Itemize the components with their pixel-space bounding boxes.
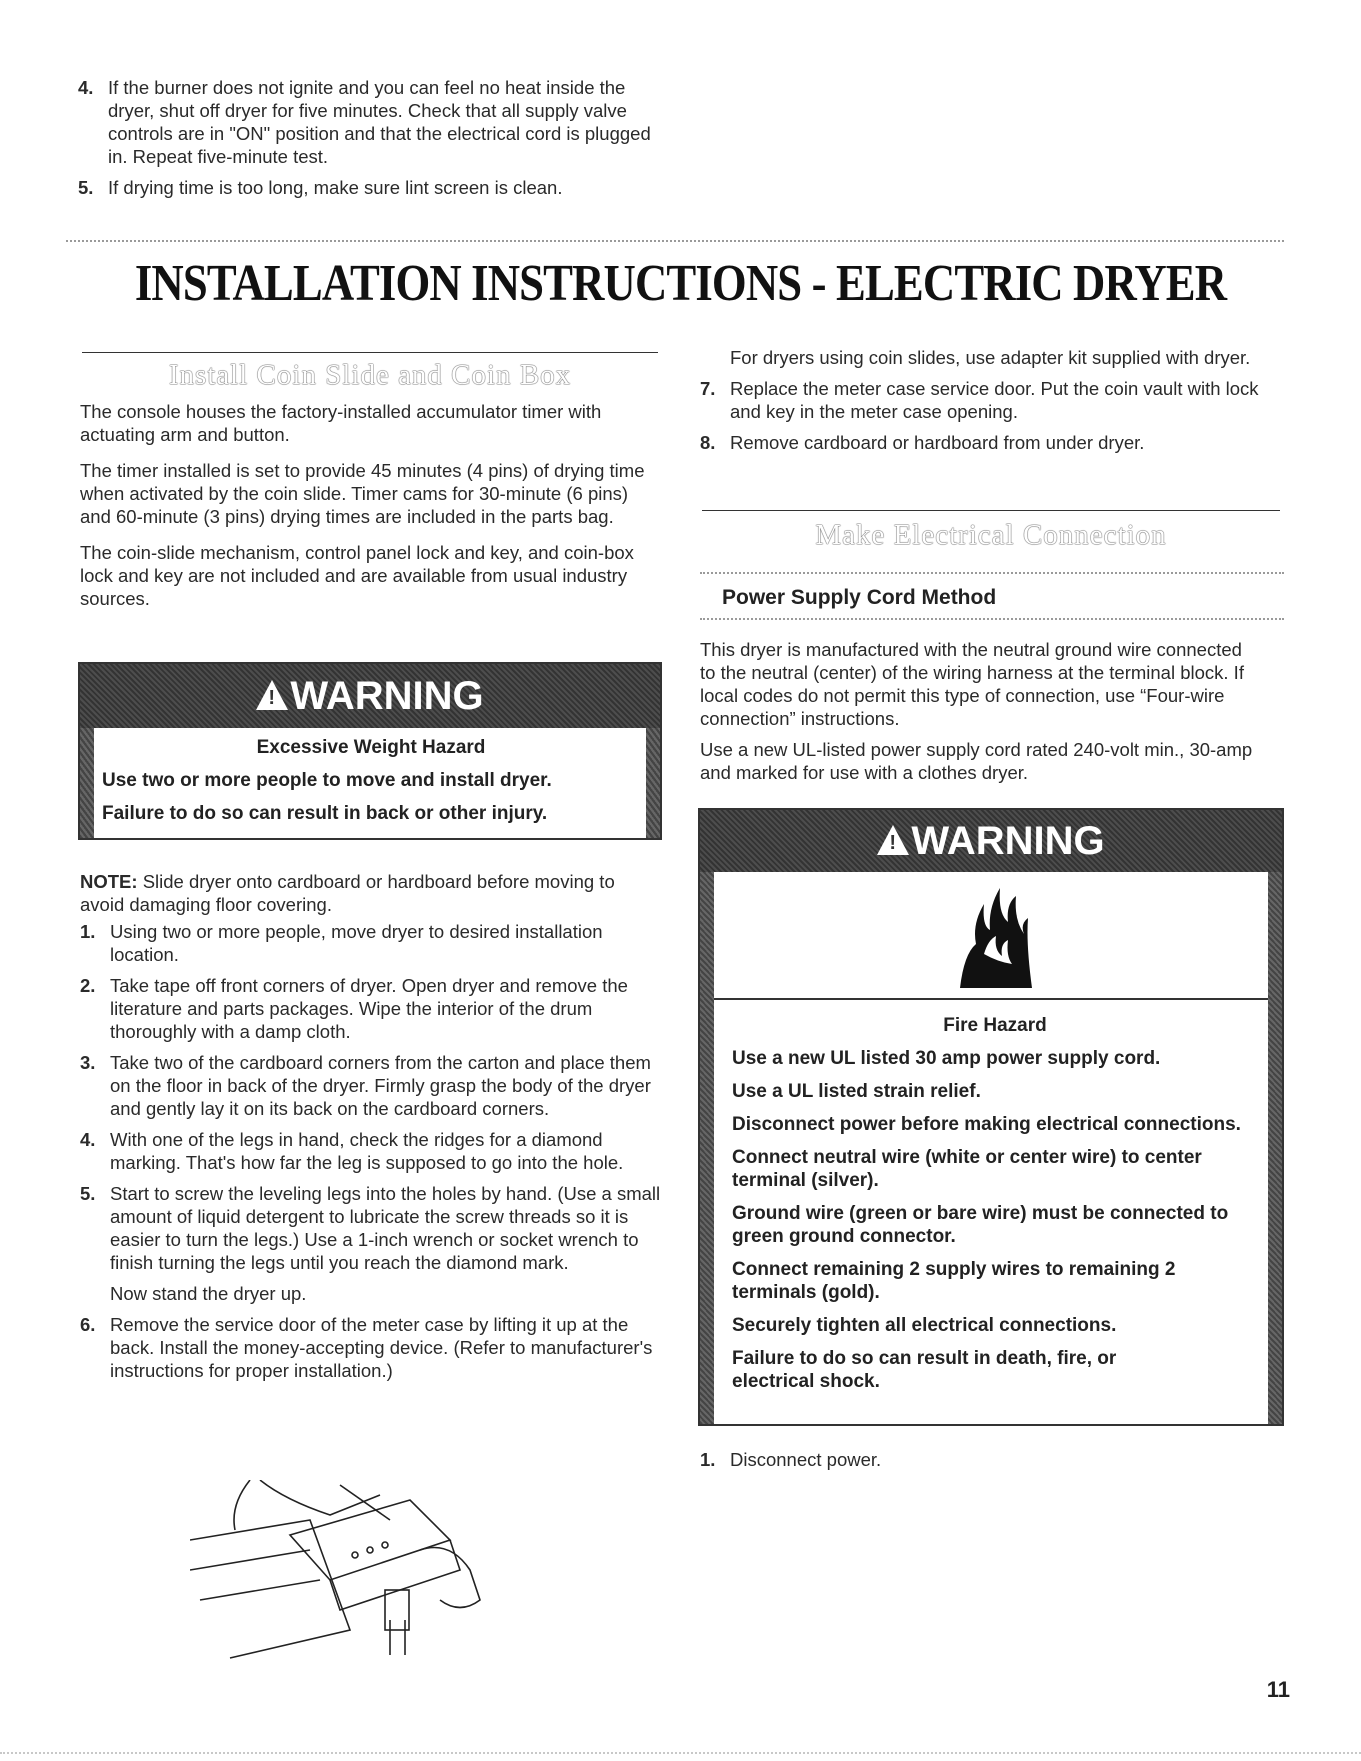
note-label: NOTE:	[80, 871, 138, 892]
list-item	[80, 974, 666, 1043]
note-text: Slide dryer onto cardboard or hardboard before moving to avoid damaging floor covering.	[80, 871, 615, 915]
top-divider	[66, 240, 1284, 242]
list-text: Start to screw the leveling legs into the holes by hand. (Use a small amount of liquid detergent to lubricate the screw threads so it is easier to turn the legs.) Use a 1-inch wrench or socket wrench to finish turning the legs until you reach the diamond mark.	[110, 1183, 661, 1273]
warning-line: Use a new UL listed 30 amp power supply cord.	[732, 1048, 1161, 1069]
list-item	[78, 76, 658, 168]
list-item	[78, 176, 658, 199]
warning-line: Securely tighten all electrical connections.	[732, 1315, 1117, 1336]
fire-icon-area	[714, 872, 1268, 1000]
section-title-electrical: Make Electrical Connection	[815, 519, 1167, 551]
warning-triangle-icon	[877, 825, 909, 855]
list-number: 7.	[700, 378, 716, 399]
subheading-power-cord: Power Supply Cord Method	[722, 586, 997, 609]
continued-text: For dryers using coin slides, use adapter kit supplied with dryer.	[730, 347, 1251, 368]
fire-icon	[954, 884, 1032, 988]
warning-line: Failure to do so can result in back or other injury.	[102, 803, 548, 824]
final-step	[700, 1448, 1260, 1479]
list-text: Take tape off front corners of dryer. Open dryer and remove the literature and parts packages. Wipe the interior of the drum thoroughly with a damp cloth.	[110, 975, 628, 1042]
hazard-title: Fire Hazard	[943, 1015, 1047, 1036]
hazard-title: Excessive Weight Hazard	[256, 737, 486, 758]
list-text: Remove cardboard or hardboard from under dryer.	[730, 432, 1145, 453]
list-text: If drying time is too long, make sure lint screen is clean.	[108, 177, 563, 198]
list-item	[700, 1448, 1260, 1471]
warning-banner	[700, 810, 1282, 872]
list-number: 2.	[80, 975, 96, 996]
top-list	[78, 76, 658, 207]
warning-line: Disconnect power before making electrical connections.	[732, 1114, 1241, 1135]
note	[80, 870, 662, 916]
list-item	[700, 431, 1280, 454]
list-subtext: Now stand the dryer up.	[110, 1283, 307, 1304]
right-paras	[700, 638, 1260, 797]
list-item	[80, 920, 666, 966]
warning-line: Failure to do so can result in death, fire, or electrical shock.	[732, 1348, 1117, 1392]
paragraph: The coin-slide mechanism, control panel lock and key, and coin-box lock and key are not included and are available from usual industry sources.	[80, 542, 634, 609]
section-rule	[702, 510, 1280, 511]
page-number: 11	[1266, 1677, 1290, 1702]
section-rule	[82, 352, 658, 353]
list-number: 5.	[78, 177, 94, 198]
list-number: 6.	[80, 1314, 96, 1335]
list-item	[80, 1128, 666, 1174]
list-text: Remove the service door of the meter case by lifting it up at the back. Install the money-accepting device. (Refer to manufacturer's instructions for proper installation.)	[110, 1314, 653, 1381]
warning-text-area	[720, 1000, 1262, 1393]
list-number: 8.	[700, 432, 716, 453]
warning-line: Use two or more people to move and install dryer.	[102, 770, 552, 791]
warning-body	[80, 728, 660, 838]
list-text: Take two of the cardboard corners from the carton and place them on the floor in back of the dryer. Firmly grasp the body of the dryer and gently lay it on its back on the cardboard corners.	[110, 1052, 651, 1119]
paragraph: Use a new UL-listed power supply cord rated 240-volt min., 30-amp and marked for use with a clothes dryer.	[700, 739, 1253, 783]
warning-line: Use a UL listed strain relief.	[732, 1081, 981, 1102]
list-number: 5.	[80, 1183, 96, 1204]
warning-line: Connect remaining 2 supply wires to remaining 2 terminals (gold).	[732, 1259, 1176, 1303]
warning-body	[700, 872, 1282, 1424]
paragraph: This dryer is manufactured with the neutral ground wire connected to the neutral (center) of the wiring harness at the terminal block. If local codes do not permit this type of connection, use “Four-wire connection” instructions.	[700, 639, 1244, 729]
list-text: Disconnect power.	[730, 1449, 882, 1470]
left-steps	[80, 920, 666, 1390]
left-intro	[80, 400, 660, 623]
warning-box-weight	[78, 662, 662, 840]
subheading-rule	[700, 572, 1284, 574]
section-title-coin: Install Coin Slide and Coin Box	[168, 359, 572, 391]
list-item	[700, 377, 1280, 423]
subheading-rule	[700, 618, 1284, 620]
list-item	[80, 1051, 666, 1120]
warning-banner	[80, 664, 660, 728]
warning-line: Ground wire (green or bare wire) must be connected to green ground connector.	[732, 1203, 1229, 1247]
list-text: Using two or more people, move dryer to desired installation location.	[110, 921, 603, 965]
warning-triangle-icon	[256, 680, 288, 710]
list-number: 1.	[80, 921, 96, 942]
page-title: INSTALLATION INSTRUCTIONS - ELECTRIC DRYER	[134, 255, 1227, 312]
list-number: 3.	[80, 1052, 96, 1073]
paragraph: The console houses the factory-installed accumulator timer with actuating arm and button.	[80, 401, 602, 445]
paragraph: The timer installed is set to provide 45 minutes (4 pins) of drying time when activated by the coin slide. Timer cams for 30-minute (6 pins) and 60-minute (3 pins) drying times are included in the parts bag.	[80, 460, 645, 527]
warning-box-fire	[698, 808, 1284, 1426]
warning-banner-text: WARNING	[911, 819, 1105, 863]
list-text: Replace the meter case service door. Put the coin vault with lock and key in the meter case opening.	[730, 378, 1259, 422]
list-number: 4.	[80, 1129, 96, 1150]
warning-line: Connect neutral wire (white or center wire) to center terminal (silver).	[732, 1147, 1202, 1191]
right-intro	[700, 346, 1280, 462]
list-text: If the burner does not ignite and you can feel no heat inside the dryer, shut off dryer for five minutes. Check that all supply valve controls are in "ON" position and that the electrical cord is plugged in. Repeat five-minute test.	[108, 77, 651, 167]
list-item	[80, 1313, 666, 1382]
coin-slide-illustration	[190, 1480, 520, 1660]
list-number: 1.	[700, 1449, 716, 1470]
warning-banner-text: WARNING	[290, 674, 484, 718]
list-item	[80, 1182, 666, 1305]
bottom-divider	[0, 1752, 1361, 1754]
list-text: With one of the legs in hand, check the ridges for a diamond marking. That's how far the leg is supposed to go into the hole.	[110, 1129, 624, 1173]
list-number: 4.	[78, 77, 94, 98]
